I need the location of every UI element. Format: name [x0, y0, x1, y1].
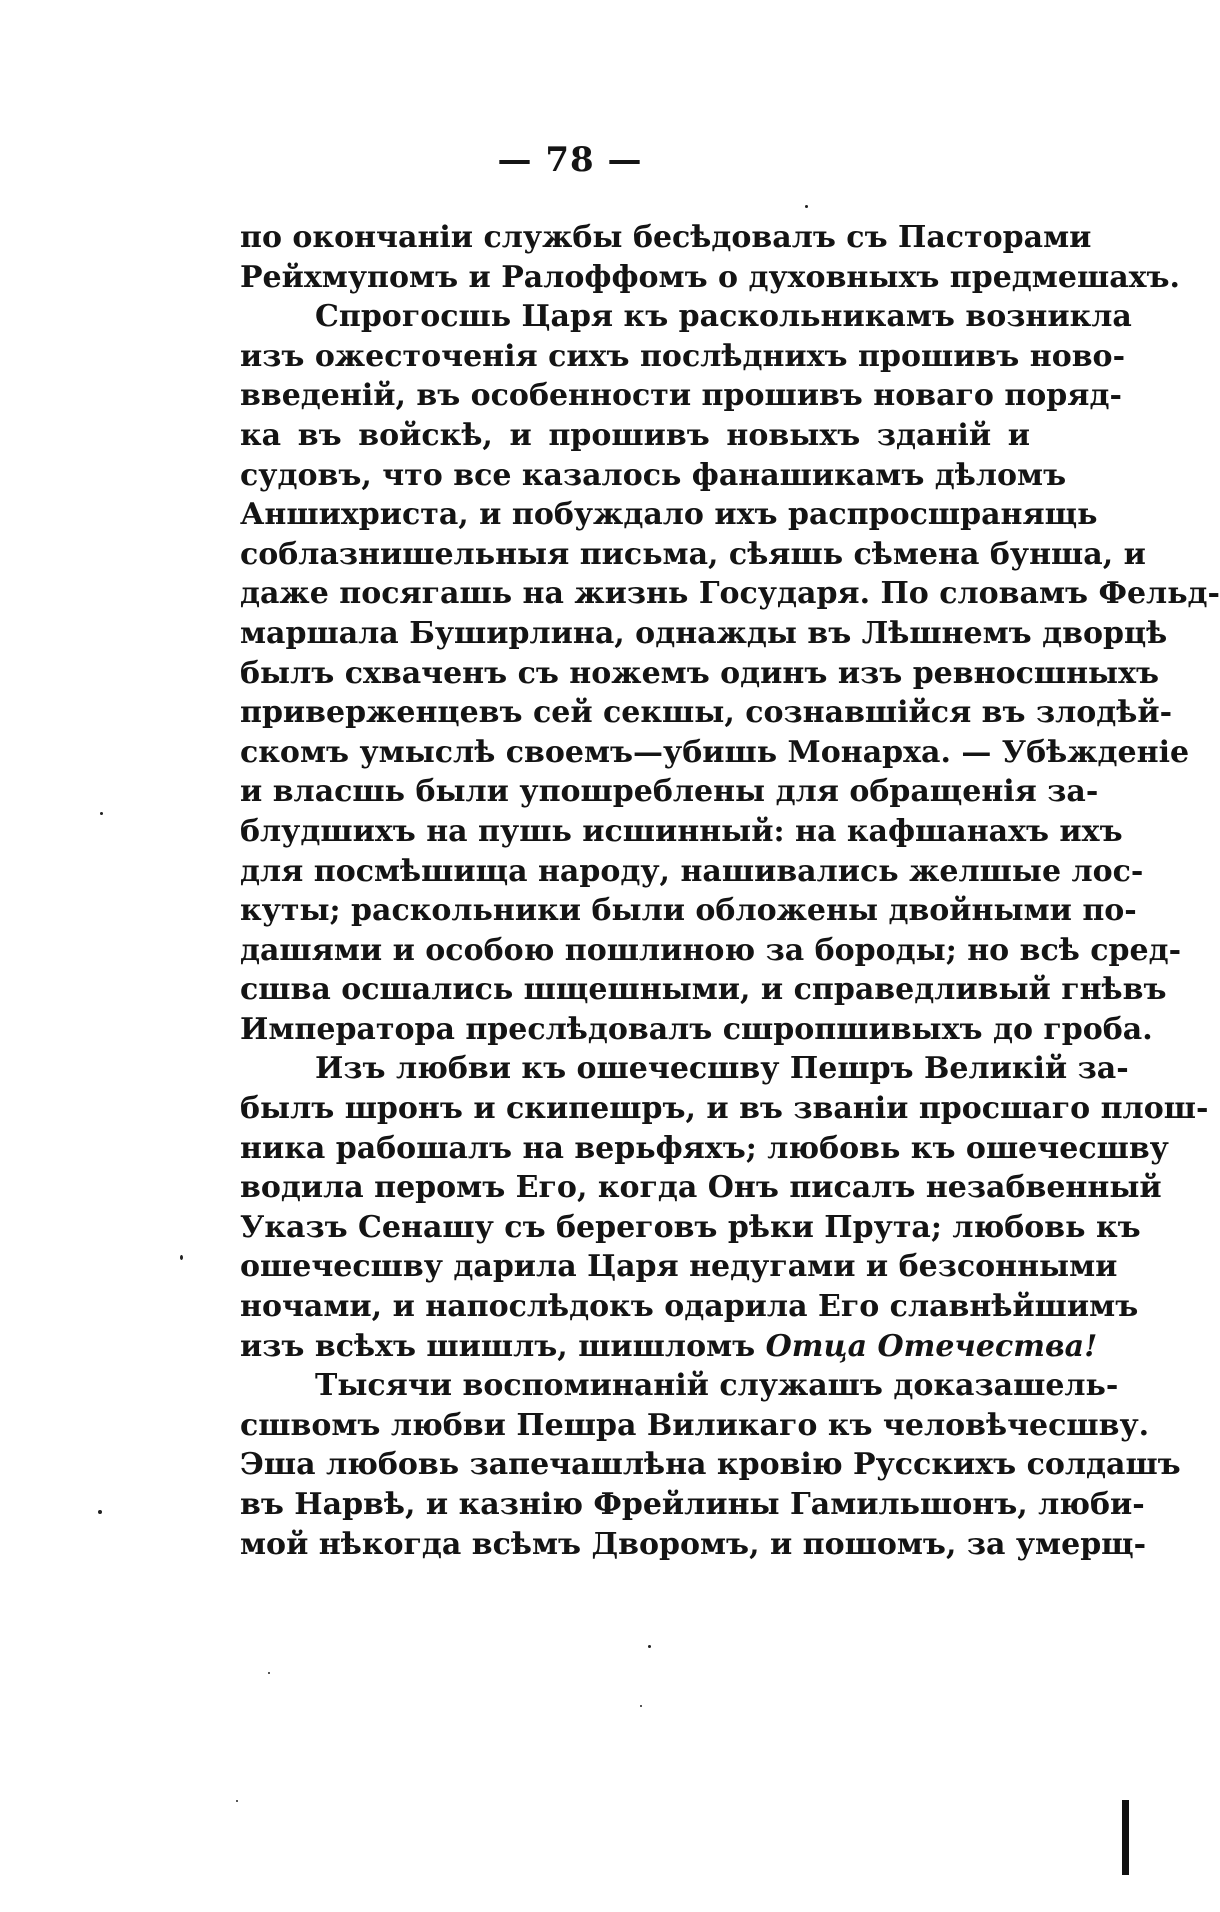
- text-line: ночами, и напослѣдокъ одарила Его славнѣйшимъ: [240, 1289, 1139, 1325]
- text-line: по окончаніи службы бесѣдовалъ съ Пасторами: [240, 220, 1092, 255]
- text-line: Императора преслѣдовалъ сшропшивыхъ до гроба.: [240, 1011, 1153, 1047]
- scan-speck: [648, 1645, 651, 1648]
- text-line: Изъ любви къ ошечесшву Пешръ Великій за-: [315, 1051, 1129, 1087]
- text-line: Указъ Сенашу съ береговъ рѣки Прута; любовь къ: [240, 1209, 1141, 1245]
- scan-speck: [98, 1510, 102, 1514]
- text-line: ошечесшву дарила Царя недугами и безсонными: [240, 1249, 1118, 1285]
- text-line: Тысячи воспоминаній служашъ доказашель-: [315, 1368, 1119, 1404]
- scan-speck: [805, 205, 808, 208]
- text-line: для посмѣшища народу, нашивались желшые лос-: [240, 853, 1144, 889]
- text-line: мой нѣкогда всѣмъ Дворомъ, и пошомъ, за умерщ-: [240, 1526, 1147, 1562]
- text-line: Аншихриста, и побуждало ихъ распросшранящь: [240, 497, 1098, 533]
- text-line: приверженцевъ сей секшы, сознавшійся въ злодѣй-: [240, 695, 1173, 731]
- scan-speck: [100, 812, 103, 815]
- text-line: водила перомъ Его, когда Онъ писалъ незабвенный: [240, 1170, 1162, 1206]
- text-line: изъ ожесточенія сихъ послѣднихъ прошивъ ново-: [240, 338, 1126, 374]
- text-line: Эша любовь запечашлѣна кровію Русскихъ солдашъ: [240, 1447, 1181, 1483]
- text-line: блудшихъ на пушь исшинный: на кафшанахъ ихъ: [240, 813, 1123, 849]
- page-number: — 78 —: [497, 140, 643, 180]
- text-line: дашями и особою пошлиною за бороды; но всѣ сред-: [240, 932, 1182, 968]
- text-line: даже посягашь на жизнь Государя. По словамъ Фельд-: [240, 576, 1220, 612]
- scan-speck: [236, 1800, 238, 1802]
- text-line: сшвомъ любви Пешра Виликаго къ человѣчесшву.: [240, 1407, 1150, 1443]
- scan-speck: [180, 1255, 183, 1260]
- scan-speck: [268, 1672, 270, 1674]
- text-segment: изъ всѣхъ шишлъ, шишломъ: [240, 1328, 756, 1364]
- text-line: судовъ, что все казалось фанашикамъ дѣломъ: [240, 457, 1067, 493]
- text-line-with-emphasis: [240, 1327, 1098, 1367]
- text-line: куты; раскольники были обложены двойными по-: [240, 893, 1137, 929]
- body-text: [240, 218, 1220, 1564]
- text-line: былъ схваченъ съ ножемъ одинъ изъ ревносшныхъ: [240, 655, 1160, 691]
- text-line: Спрогосшь Царя къ раскольникамъ возникла: [315, 299, 1132, 335]
- text-line: Рейхмупомъ и Ралоффомъ о духовныхъ предмешахъ.: [240, 259, 1180, 295]
- scan-edge-mark: [1122, 1800, 1129, 1875]
- emphasis-title: Отца Отечества!: [765, 1328, 1098, 1364]
- text-line: соблазнишельныя письма, сѣяшь сѣмена бунша, и: [240, 536, 1146, 572]
- scan-speck: [640, 1705, 642, 1707]
- text-line: и власшь были упошреблены для обращенія за-: [240, 774, 1099, 810]
- text-line: ника рабошалъ на верьфяхъ; любовь къ ошечесшву: [240, 1130, 1169, 1166]
- text-line: былъ шронъ и скипешръ, и въ званіи просшаго плош-: [240, 1091, 1209, 1127]
- text-line: введеній, въ особенности прошивъ новаго поряд-: [240, 378, 1122, 414]
- text-line: скомъ умыслѣ своемъ—убишь Монарха. — Убѣжденіе: [240, 734, 1190, 770]
- text-line: маршала Буширлина, однажды въ Лѣшнемъ дворцѣ: [240, 615, 1168, 651]
- text-line: ка въ войскѣ, и прошивъ новыхъ зданій и: [240, 417, 1030, 453]
- text-line: сшва осшались шщешными, и справедливый гнѣвъ: [240, 972, 1167, 1008]
- text-line: въ Нарвѣ, и казнію Фрейлины Гамильшонъ, люби-: [240, 1487, 1145, 1522]
